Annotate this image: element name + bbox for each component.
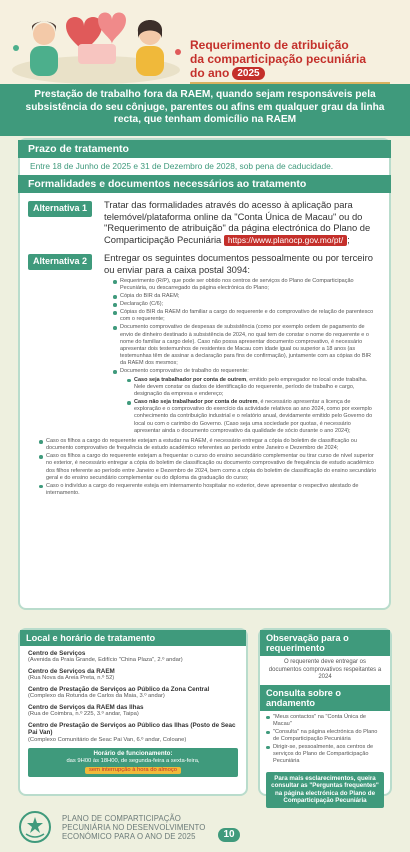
list-item: "Meus contactos" na "Conta Única de Macau" bbox=[266, 714, 384, 728]
list-item: "Consulta" na página electrónica do Plano de Comparticipação Pecuniária bbox=[266, 729, 384, 743]
macao-emblem-icon bbox=[18, 810, 52, 844]
list-item: Caso os filhos a cargo do requerente estejam a estudar na RAEM, é necessário entregar a cópia do boletim de classificação ou documento comprovativo de frequência de estudo académico referentes ao período entre Janeiro e Dezembro de 2024; bbox=[38, 438, 381, 452]
location-address: (Complexo Comunitário de Seac Pai Van, 6.º andar, Coloane) bbox=[28, 736, 187, 743]
list-item: Documento comprovativo de despesas de subsistência (como por exemplo ordem de pagamento de envio de dinheiro destinado à subsistência de 2024, no qual tem de constar o nome do requerente e o nome do familiar a cargo dele). Caso não possa apresentar documento comprovativo, é necessário apresentar dois testemunhos de residentes de Macau com idade igual ou superior a 18 anos (as testemunhas têm de assinar a declaração para fins de confirmação), juntamente com as cópias do BIR da RAEM dos mesmos; bbox=[112, 324, 375, 367]
list-item bbox=[112, 368, 375, 435]
plan-website-link[interactable]: https://www.planocp.gov.mo/pt/ bbox=[224, 235, 347, 247]
location-address: (Complexo da Rotunda de Carlos da Maia, 3.º andar) bbox=[28, 693, 165, 699]
observacao-text: O requerente deve entregar os documentos comprovativos respeitantes a 2024 bbox=[268, 659, 382, 680]
sub-item-text: , é necessário apresentar a licença de exploração e o comprovativo do exercício da actividade relativos ao ano 2024, como por exemplo conhecimento da contribuição industrial e o relatório anual, devidamente emitido pelo Governo do local ou com o carimbo do Governo. (Caso seja uma sociedade por quotas, é necessário apresentar ainda o documento comprovativo da qualidade de sócio durante o ano 2024); bbox=[134, 399, 373, 434]
title-line-3-text: do ano bbox=[190, 66, 230, 80]
alternativa-2-badge: Alternativa 2 bbox=[28, 254, 92, 270]
sub-item-text: , emitido pelo empregador no local onde trabalha. Nele devem constar os dados de identificação do requerente, período de trabalho e cargo, designação da empresa e endereço; bbox=[134, 376, 368, 398]
lunch-note: sem interrupção à hora do almoço bbox=[85, 767, 181, 775]
footer-text bbox=[62, 814, 205, 842]
alternativa-1-text: Tratar das formalidades através do acesso à aplicação para telemóvel/plataforma online da "Conta Única de Macau" ou do "Requerimento de atribuição" da página electrónica do Plano de Comparticipação Pecuniária bbox=[104, 199, 371, 245]
footer-line-2: PECUNIÁRIA NO DESENVOLVIMENTO bbox=[62, 823, 206, 833]
list-item: Requerimento (R/P), que pode ser obtido nos centros de serviços do Plano de Comparticipação Pecuniária, ou descarregado da página electrónica do Plano; bbox=[112, 278, 375, 292]
location-item bbox=[28, 668, 238, 683]
location-item bbox=[28, 650, 238, 665]
page-number: 10 bbox=[218, 828, 240, 842]
list-item: Cópia do BIR da RAEM; bbox=[112, 293, 375, 300]
sub-item-bold: Caso não seja trabalhador por conta de outrem bbox=[134, 399, 258, 406]
work-proof-sublist bbox=[120, 377, 375, 435]
subject-banner: Prestação de trabalho fora da RAEM, quando sejam responsáveis pela subsistência do seu cônjuge, parentes ou afins em qualquer grau da linha recta, que tenham domicílio na RAEM bbox=[0, 84, 410, 136]
list-item: Declaração (C/6); bbox=[112, 301, 375, 308]
observacao-heading: Observação para o requerimento bbox=[260, 630, 390, 656]
list-item: Caso os filhos a cargo do requerente estejam a frequentar o curso do ensino secundário complementar ou tirar curso de nível superior no exterior, é necessário entregar a cópia do boletim de classificação ou documento comprovativo de frequência de estudo académico dos filhos referente ao período entre Janeiro e Dezembro de 2024, bem como a cópia do boletim de classificação do ensino secundário geral e do ensino secundário complementar ou do diploma da graduação do curso; bbox=[38, 453, 381, 482]
location-item bbox=[28, 704, 238, 719]
local-card bbox=[18, 628, 248, 796]
list-item: Dirigir-se, pessoalmente, aos centros de serviços do Plano de Comparticipação Pecuniária bbox=[266, 744, 384, 765]
location-address: (Rua de Coimbra, n.º 225, 3.º andar, Taipa) bbox=[28, 711, 139, 717]
document-list bbox=[104, 278, 381, 435]
location-name: Centro de Serviços bbox=[28, 649, 86, 657]
hours-text: das 9H00 às 18H00, de segunda-feira a sexta-feira, bbox=[66, 758, 200, 764]
page-title bbox=[190, 38, 400, 80]
title-line-2: da comparticipação pecuniária bbox=[190, 52, 367, 66]
footer bbox=[0, 802, 410, 852]
sub-item-bold: Caso seja trabalhador por conta de outrem bbox=[134, 376, 247, 383]
alternativa-1-badge: Alternativa 1 bbox=[28, 201, 92, 217]
location-address: (Avenida da Praia Grande, Edifício "China Plaza", 2.º andar) bbox=[28, 657, 183, 663]
alternativa-2 bbox=[20, 252, 389, 435]
header bbox=[0, 0, 410, 84]
family-hearts-illustration bbox=[8, 8, 184, 82]
year-badge: 2025 bbox=[232, 67, 264, 80]
list-item bbox=[126, 399, 375, 435]
location-name: Centro de Prestação de Serviços ao Público da Zona Central bbox=[28, 685, 210, 693]
title-line-3 bbox=[190, 66, 400, 80]
location-name: Centro de Prestação de Serviços ao Público das Ilhas (Posto de Seac Pai Van) bbox=[28, 721, 236, 736]
consulta-list bbox=[260, 711, 390, 768]
list-item: Caso o indivíduo a cargo do requerente esteja em internamento hospitalar no exterior, deve apresentar o respectivo atestado de internamento. bbox=[38, 483, 381, 497]
extra-document-list bbox=[20, 438, 389, 497]
info-card bbox=[258, 628, 392, 804]
alternativa-2-text: Entregar os seguintes documentos pessoalmente ou por terceiro ou enviar para a caixa postal 3094: bbox=[104, 252, 373, 275]
location-name: Centro de Serviços da RAEM das Ilhas bbox=[28, 703, 144, 711]
alternativa-1-suffix: ; bbox=[347, 233, 350, 245]
opening-hours bbox=[28, 748, 238, 778]
faq-note: Para mais esclarecimentos, queira consultar as "Perguntas frequentes" na página electrónica do Plano de Comparticipação Pecuniária bbox=[266, 772, 384, 808]
location-address: (Rua Nova da Areia Preta, n.º 52) bbox=[28, 675, 115, 681]
prazo-text: Entre 18 de Junho de 2025 e 31 de Dezembro de 2028, sob pena de caducidade. bbox=[30, 161, 334, 171]
formalidades-heading: Formalidades e documentos necessários ao tratamento bbox=[18, 175, 391, 193]
alternativa-1 bbox=[20, 199, 389, 246]
location-item bbox=[28, 722, 238, 744]
consulta-heading: Consulta sobre o andamento bbox=[260, 685, 390, 711]
footer-line-1: PLANO DE COMPARTICIPAÇÃO bbox=[62, 814, 181, 823]
list-item: Cópias do BIR da RAEM do familiar a cargo do requerente e do comprovativo de relação de parentesco com o requerente; bbox=[112, 309, 375, 323]
local-heading: Local e horário de tratamento bbox=[20, 630, 246, 646]
prazo-heading: Prazo de tratamento bbox=[18, 140, 391, 158]
requirements-card bbox=[18, 138, 391, 610]
footer-line-3: ECONÓMICO PARA O ANO DE 2025 bbox=[62, 832, 196, 842]
locations-list bbox=[20, 650, 246, 744]
hours-title: Horário de funcionamento: bbox=[93, 749, 173, 757]
list-item bbox=[126, 377, 375, 399]
work-proof-text: Documento comprovativo de trabalho do requerente: bbox=[120, 368, 249, 375]
location-name: Centro de Serviços da RAEM bbox=[28, 667, 115, 675]
title-line-1: Requerimento de atribuição bbox=[190, 38, 349, 52]
location-item bbox=[28, 686, 238, 701]
